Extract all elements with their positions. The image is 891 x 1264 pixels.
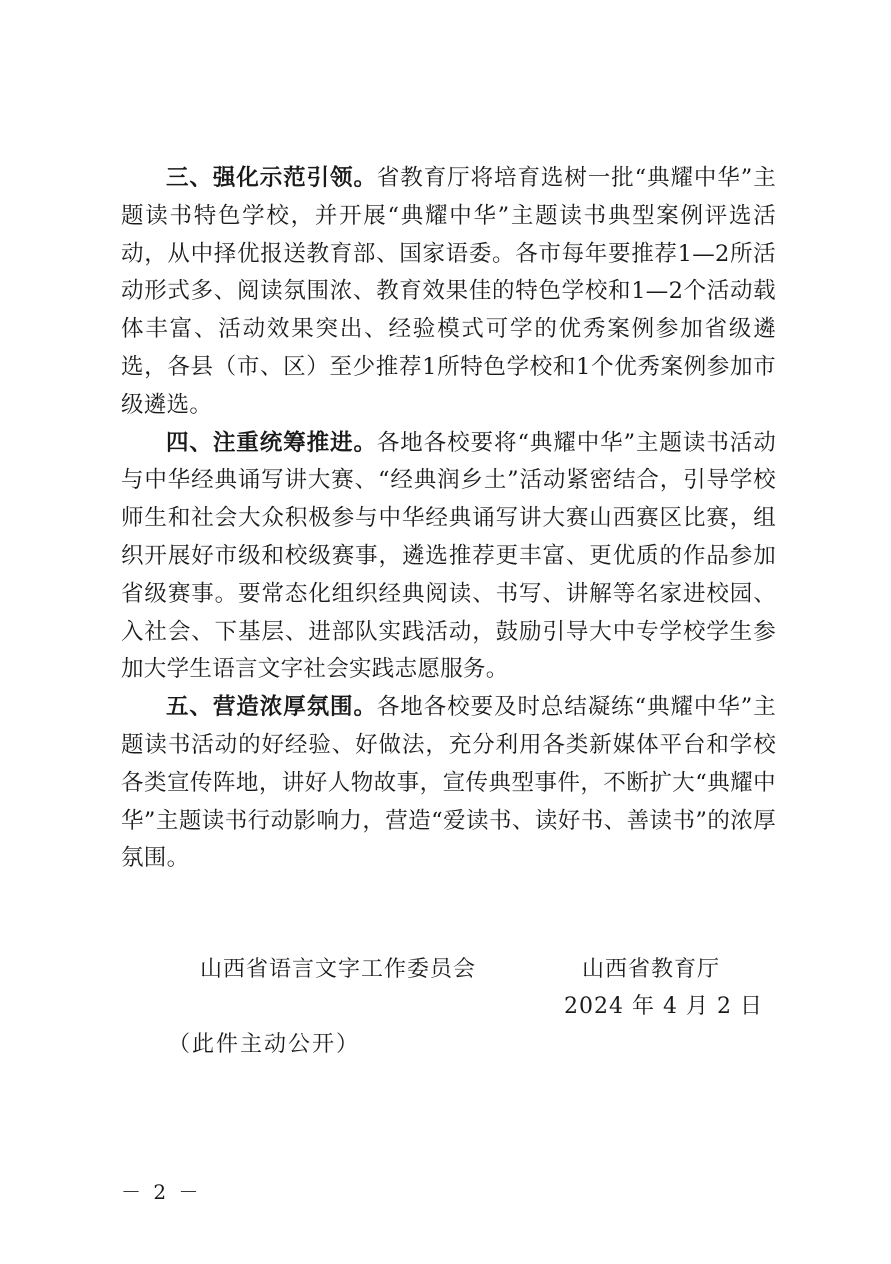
paragraph-text: 省教育厅将培育选树一批“典耀中华”主题读书特色学校，并开展“典耀中华”主题读书典型案例评选活动，从中择优报送教育部、国家语委。各市每年要推荐1—2所活动形式多、阅读氛围浓、教育效果佳的特色学校和1—2个活动载体丰富、活动效果突出、经验模式可学的优秀案例参加省级遴选，各县（市、区）至少推荐1所特色学校和1个优秀案例参加市级遴选。 [121, 165, 776, 418]
issuer-language-committee: 山西省语言文字工作委员会 [200, 957, 477, 982]
paragraph-text: 各地各校要及时总结凝练“典耀中华”主题读书活动的好经验、好做法，充分利用各类新媒体平台和学校各类宣传阵地，讲好人物故事，宣传典型事件，不断扩大“典耀中华”主题读书行动影响力，营造“爱读书、读好书、善读书”的浓厚氛围。 [121, 694, 776, 872]
paragraph-heading: 三、强化示范引领。 [166, 165, 377, 191]
issue-date: 2024 年 4 月 2 日 [564, 994, 763, 1019]
paragraph-heading: 五、营造浓厚氛围。 [166, 694, 377, 721]
document-body [121, 160, 776, 878]
paragraph-text: 各地各校要将“典耀中华”主题读书活动与中华经典诵写讲大赛、“经典润乡土”活动紧密结合，引导学校师生和社会大众积极参与中华经典诵写讲大赛山西赛区比赛，组织开展好市级和校级赛事，遴选推荐更丰富、更优质的作品参加省级赛事。要常态化组织经典阅读、书写、讲解等名家进校园、入社会、下基层、进部队实践活动，鼓励引导大中专学校学生参加大学生语言文字社会实践志愿服务。 [121, 429, 776, 683]
paragraph-coordination [121, 425, 776, 690]
issuer-education-department: 山西省教育厅 [582, 957, 721, 982]
public-disclosure-note: （此件主动公开） [168, 1032, 361, 1057]
paragraph-atmosphere [121, 689, 776, 878]
page-number: － 2 － [121, 1180, 202, 1204]
paragraph-demonstration [121, 160, 776, 425]
paragraph-heading: 四、注重统筹推进。 [166, 429, 377, 456]
